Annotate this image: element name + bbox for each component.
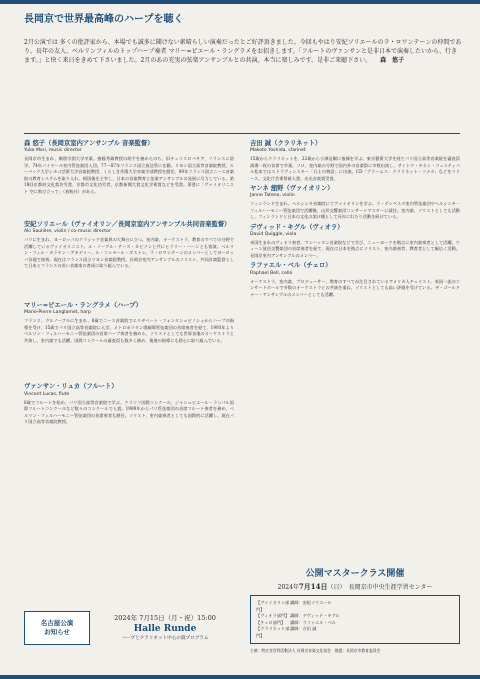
bio-roman-name: Makoto Yoshida, clarinet <box>250 148 306 154</box>
bio-text: フィンランド生まれ。ヘルシンキ音楽院にてヴァイオリンを学ぶ。ラ・テンペスタ室内管弦楽団やヘルシンキ・フィルハーモニー管弦楽団で活躍後、山形交響楽団コンサートマスターに就任。室内楽、ソリストとしても活動し、フィンランドと日本の文化の架け橋として長年にわたり活動を続けている。 <box>250 201 460 220</box>
top-border <box>0 0 480 4</box>
bio-name: 森 悠子（長岡京室内アンサンブル 音楽監督） <box>24 140 154 147</box>
masterclass-section <box>250 566 460 654</box>
notice-line-1: 名古屋公演 <box>40 618 74 627</box>
bio-sauliere <box>24 221 234 299</box>
bio-name: 吉田 誠（クラリネット） <box>250 140 322 147</box>
bio-roman-name: Vincent Lucas, flute <box>24 391 70 397</box>
masterclass-teacher: 講師：ラファエル・ベル <box>290 619 336 625</box>
notice-line-2: お知らせ <box>44 628 70 636</box>
bio-quiggle <box>250 224 460 260</box>
masterclass-day: 7月14日 <box>298 582 328 591</box>
masterclass-box <box>250 595 460 644</box>
masterclass-year: 2024年 <box>277 584 299 591</box>
masterclass-category: 【ヴァイオリン部門】 <box>256 600 290 612</box>
masterclass-note: 主催：特定非営利活動法人 長岡京音楽文化協会 後援：長岡京市教育委員会 <box>250 648 381 653</box>
bio-roman-name: Aki Saulière, violin / co-music director <box>24 229 111 235</box>
bio-mori <box>24 140 234 218</box>
section-divider <box>24 133 460 134</box>
bio-text: 長岡京市生まれ、桐朋学園大学卒業。齋藤秀雄教授の助手を務めたのち、旧チェコスロバキア、フランスに留学。74年パイヤール室内管弦楽団入団。77〜87年フランス国立放送管に在籍。リヨン国立高等音楽院教授、ルーバック大学シカゴ芸術大学音楽院教授、くらしき作陽大学音楽学部教授を歴任。89年フランス国立ニース音楽院の教育システムを取り入れ、帰国後を主宰し、日本の音楽教育と弦楽アンサンブルの発展に尽力している。第18回京都府文化賞功労賞、京都市文化功労者、京都新聞大賞文化学術賞などを受賞。著書に「ヴァイオリニスト 空に飛び立って」（春秋社）がある。 <box>24 156 234 194</box>
bio-roman-name: David Quiggle, viola <box>250 231 297 237</box>
bio-lucas <box>24 383 234 461</box>
bio-name: ヴァンサン・リュカ（フルート） <box>24 383 118 391</box>
bio-bell <box>250 262 460 298</box>
bio-text: オーケストラ、室内楽、プロデューサー、教育のすべてが注目されているアメリカ人チェリスト。英国一流のコンサートホールで多数のオーケストラとの共演を重ね、ソリストとしても高い評価を受けている。ザ・ゴールドナー・アンサンブルのメンバーとしても活躍。 <box>250 278 460 297</box>
intro-text <box>24 38 462 65</box>
bio-text: 8歳でフルートを始め、パリ国立高等音楽院で学ぶ。クラコフ国際コンクール、ジャン＝ピエール・ランパル国際フルートコンクールなど数々のコンクールで入賞。1989年からパリ管弦楽団の首席フルート奏者を務め、ベルリン・フィルハーモニー管弦楽団の首席奏者も歴任。ソリスト、室内楽奏者としても国際的に活躍し、現在パリ国立高等音楽院教授。 <box>24 399 234 425</box>
bio-text: パリに生まれ、ヨーロッパのクラシック音楽界の大舞台に立つ。室内楽、オーケストラ、教育のすべての分野で活躍しているヴァイオリニスト。ル・ノーブル・テーズ・カピソンと共にヒラリー・ハーンとも協演。ベルリン・フィル・カラヤン・アカデミー、ル・コンセール・ダストレ、ラ・ロワンテーンのメンバーとしてヨーロッパ各地で演奏。現在はフランス国立リヨン音楽院教授。長岡京室内アンサンブルのソリスト、共同音楽監督として日本とフランスの若い音楽家の育成に取り組んでいる。 <box>24 237 234 269</box>
masterclass-teacher: 講師：吉田 誠 <box>290 626 317 631</box>
bottom-border <box>0 675 480 679</box>
masterclass-category: 【チェロ部門】 <box>256 619 286 625</box>
masterclass-date <box>250 582 460 592</box>
bio-tateno <box>250 185 460 221</box>
bio-name: 安紀ソリエール（ヴァイオリン／長岡京室内アンサンブル共同音楽監督） <box>24 221 231 229</box>
masterclass-teacher: 講師：安紀ソリエール <box>290 600 332 605</box>
performance-date: 2024年 7月15日（月・祝）15:00 <box>114 614 216 622</box>
right-column <box>250 140 460 301</box>
bio-text: 米国生まれのヴィオラ奏者。マンハッタン音楽院などで学び、ニューヨークを拠点に室内楽奏者として活躍。ウィーン放送交響楽団の首席奏者を経て、現在は日本を拠点にソリスト、室内楽奏者、教育者として幅広く活動。長岡京室内アンサンブルのメンバー。 <box>250 239 460 258</box>
bio-roman-name: Yuko Mori, music director <box>24 148 82 154</box>
bio-roman-name: Raphael Bell, cello <box>250 270 293 276</box>
bio-roman-name: Janne Tateno, violin <box>250 193 295 199</box>
signature: 森 悠子 <box>380 57 405 65</box>
page-title: 長岡京で世界最高峰のハープを聴く <box>24 14 184 25</box>
masterclass-category: 【クラリネット部門】 <box>256 626 290 638</box>
masterclass-category: 【ヴィオラ部門】 <box>256 613 290 618</box>
masterclass-row <box>256 626 454 639</box>
bio-langlamet <box>24 302 234 380</box>
masterclass-row <box>256 600 454 613</box>
bio-roman-name: Marie-Pierre Langlamet, harp <box>24 310 91 316</box>
bio-text: 15歳からクラリネットを、22歳から小澤征爾に指揮を学ぶ。東京藝術大学を経てパリ国立高等音楽院を審査員満場一致の首席で卒業。ソロ、室内楽の分野で国内外の音楽祭に多数出演し、サイトウ・キネン・フェスティバル松本ではストラヴィンスキー「兵士の物語」に出演。CD「ブラームス：クラリネット・ソナタ」などをリリース。文化庁芸術祭新人賞、出光音楽賞受賞。 <box>250 156 460 181</box>
masterclass-venue: 長岡京市中央生涯学習センター <box>348 584 433 591</box>
bio-name: マリー=ピエール・ラングラメ（ハープ） <box>24 302 142 310</box>
nagoya-performance <box>100 614 230 642</box>
nagoya-notice-box <box>24 611 90 645</box>
masterclass-teacher: 講師：デヴィッド・キグル <box>290 613 340 618</box>
masterclass-weekday: （日） <box>327 584 343 591</box>
bio-name: ヤンネ 舘野（ヴァイオリン） <box>250 185 334 193</box>
masterclass-title: 公開マスタークラス開催 <box>305 569 405 579</box>
performance-subtitle: ハープとクラリネット中心の資プログラム <box>121 635 209 641</box>
bio-text: フランス、グルノーブルに生まれ、8歳でニース音楽院でエリザベート・フォンタン＝ビノショからハープの指導を受け、15歳でパリ国立高等音楽院に入学。メトロポリタン歌劇場管弦楽団の首席奏者を経て、1993年よりベルリン・フィルハーモニー管弦楽団の首席ハープ奏者を務める。ソリストとしても世界各地のオーケストラと共演し、室内楽でも活躍。国際コンクールの審査員も数多く務め、後進の指導にも熱心に取り組んでいる。 <box>24 318 234 343</box>
intro-body: 2月公演では 多くの批評家から、本場でも誠多に聞けない素晴らしい演奏だったとご好評頂きました。今回もやはり安紀ソリエールのラ・ロワンテーンの仲間であり、長年の友人、ベルリンフィルのトップハープ奏者 マリー=ピエール・ラングラメをお招きします。「フルートのヴァンサンと是非日本で演奏したいから、行きます。」と快く来日をきめて下さいました。2月のあの充実の弦楽アンサンブルとの共演、本当に楽しみです。是非ご来聴下さい。 <box>24 39 462 65</box>
bio-yoshida <box>250 140 460 182</box>
performance-venue: Halle Runde <box>133 624 197 635</box>
left-column <box>24 140 234 465</box>
bio-name: ラファエル・ベル（チェロ） <box>250 262 332 270</box>
bio-name: デヴィッド・キグル（ヴィオラ） <box>250 223 344 231</box>
